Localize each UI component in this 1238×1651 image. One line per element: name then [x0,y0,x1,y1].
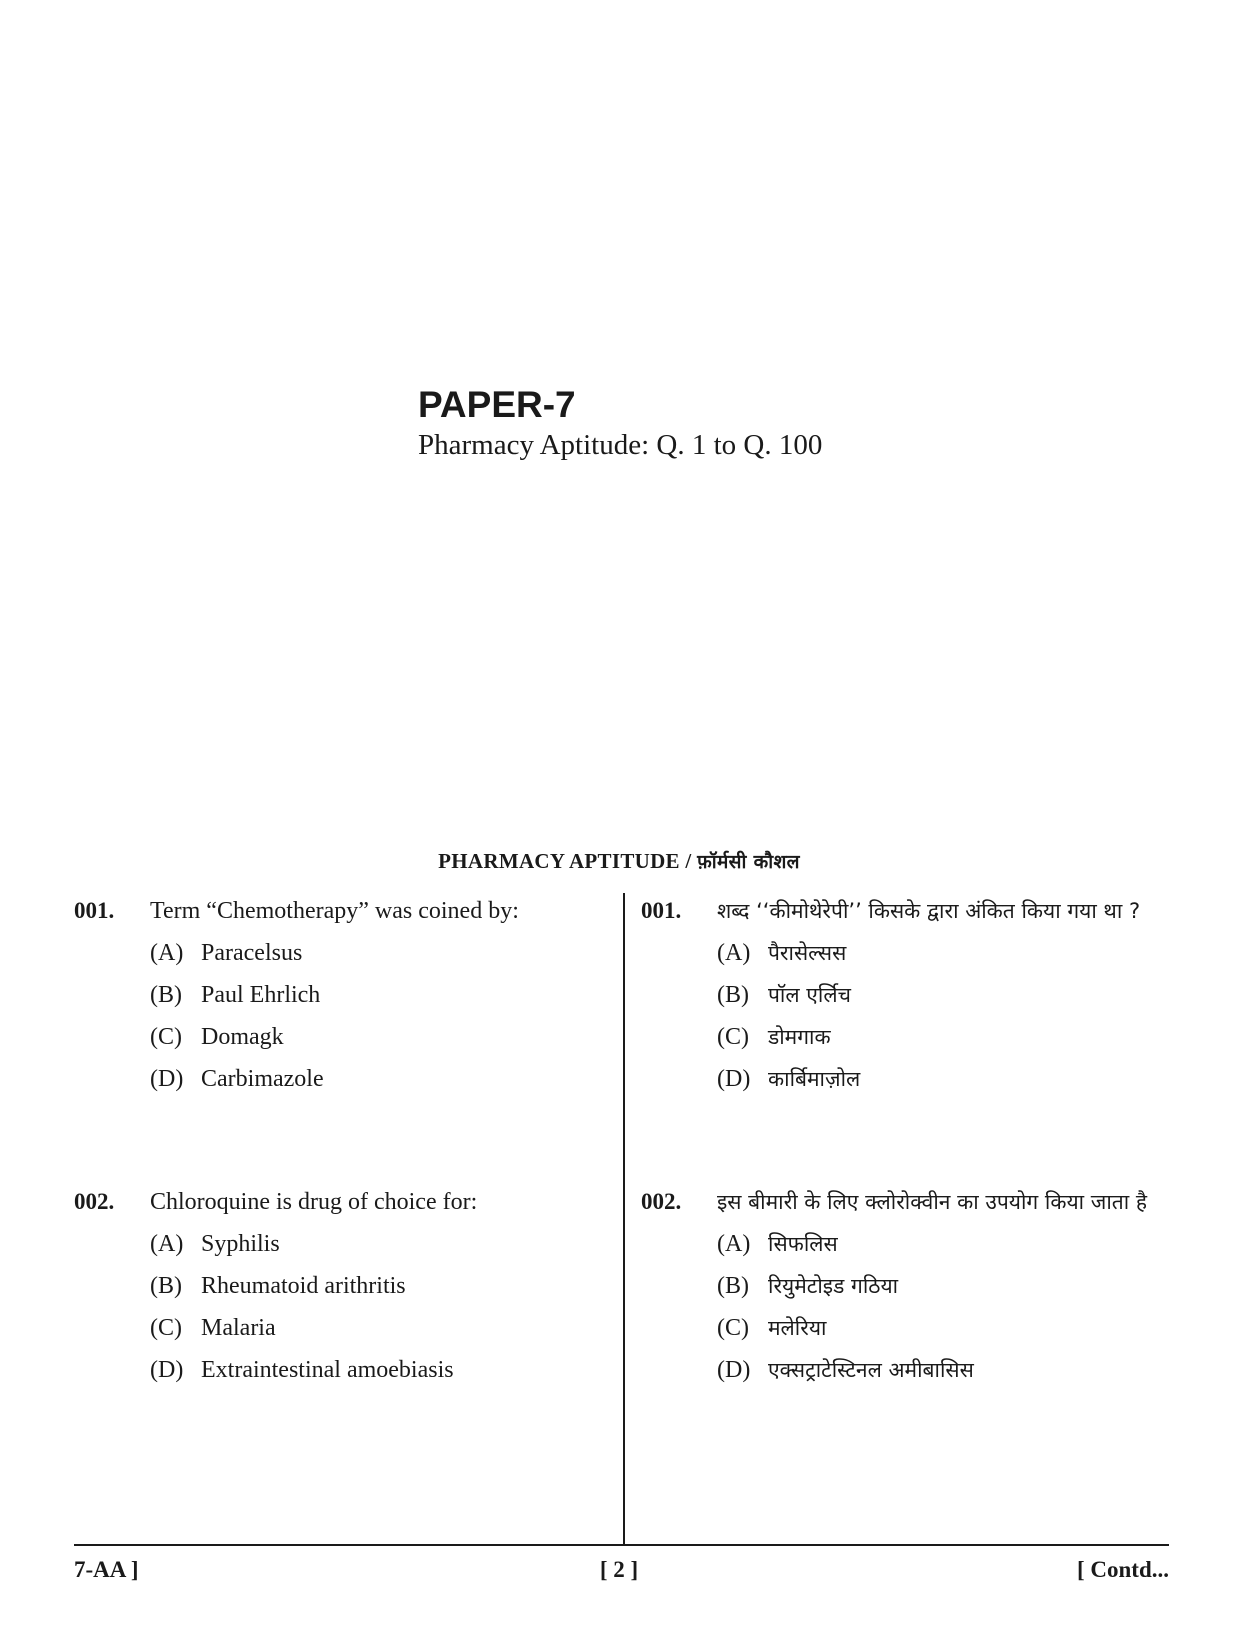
option-d [717,1349,1169,1391]
question-en-1 [74,890,614,1100]
option-label: (B) [150,982,182,1008]
option-label: (D) [717,1066,751,1092]
footer-paper-code: 7-AA ] [74,1557,139,1582]
option-b [717,1265,1169,1307]
option-text: Malaria [201,1315,276,1341]
option-label: (C) [150,1024,182,1050]
option-a [150,1223,614,1265]
option-label: (D) [150,1357,184,1383]
question-text: Chloroquine is drug of choice for: [150,1189,478,1215]
option-d [717,1058,1169,1100]
option-label: (D) [717,1357,751,1383]
option-text: सिफलिस [768,1232,838,1256]
option-text: पैरासेल्सस [768,941,847,965]
option-c [150,1307,614,1349]
question-number: 002. [74,1189,115,1214]
question-text: इस बीमारी के लिए क्लोरोक्वीन का उपयोग किया जाता है [717,1190,1148,1214]
option-text: कार्बिमाज़ोल [768,1067,861,1091]
option-a [717,1223,1169,1265]
option-a [717,932,1169,974]
section-heading-hindi: फ़ॉर्मसी कौशल [697,851,800,873]
option-text: Extraintestinal amoebiasis [201,1357,454,1383]
option-text: Paul Ehrlich [201,982,321,1008]
option-text: Rheumatoid arithritis [201,1273,406,1299]
option-label: (B) [717,982,749,1008]
option-text: Domagk [201,1024,284,1050]
option-text: Paracelsus [201,940,303,966]
option-text: पॉल एर्लिच [768,983,851,1007]
paper-header [418,383,822,463]
option-text: Syphilis [201,1231,280,1257]
option-label: (A) [150,1231,184,1257]
paper-subtitle: Pharmacy Aptitude: Q. 1 to Q. 100 [418,429,823,461]
option-label: (B) [150,1273,182,1299]
option-label: (C) [717,1315,749,1341]
footer-contd: [ Contd... [1076,1557,1169,1582]
option-b [150,974,614,1016]
option-text: मलेरिया [768,1316,827,1340]
option-a [150,932,614,974]
option-label: (D) [150,1066,184,1092]
question-hi-2 [641,1181,1169,1391]
option-label: (A) [150,940,184,966]
option-text: एक्सट्राटेस्टिनल अमीबासिस [768,1358,974,1382]
option-c [717,1307,1169,1349]
options-list [717,932,1169,1100]
option-label: (A) [717,1231,751,1257]
question-number: 002. [641,1189,682,1214]
question-text: Term “Chemotherapy” was coined by: [150,898,519,924]
option-b [150,1265,614,1307]
option-b [717,974,1169,1016]
question-number: 001. [641,898,682,923]
option-label: (C) [717,1024,749,1050]
option-c [717,1016,1169,1058]
section-heading-separator: / [679,849,698,873]
option-text: Carbimazole [201,1066,324,1092]
options-list [717,1223,1169,1391]
footer-rule [74,1544,1169,1546]
option-c [150,1016,614,1058]
question-number: 001. [74,898,115,923]
section-heading [0,848,1238,874]
option-label: (C) [150,1315,182,1341]
paper-title: PAPER-7 [418,384,576,425]
option-d [150,1058,614,1100]
question-hi-1 [641,890,1169,1100]
section-heading-english: PHARMACY APTITUDE [438,849,680,873]
option-label: (A) [717,940,751,966]
options-list [150,1223,614,1391]
question-en-2 [74,1181,614,1391]
question-text: शब्द ‘‘कीमोथेरेपी’’ किसके द्वारा अंकित किया गया था ? [717,899,1141,923]
option-text: डोमगाक [768,1025,831,1049]
options-list [150,932,614,1100]
footer-page-number: [ 2 ] [599,1557,639,1582]
option-d [150,1349,614,1391]
option-label: (B) [717,1273,749,1299]
option-text: रियुमेटोइड गठिया [768,1274,899,1298]
column-divider [623,893,625,1545]
